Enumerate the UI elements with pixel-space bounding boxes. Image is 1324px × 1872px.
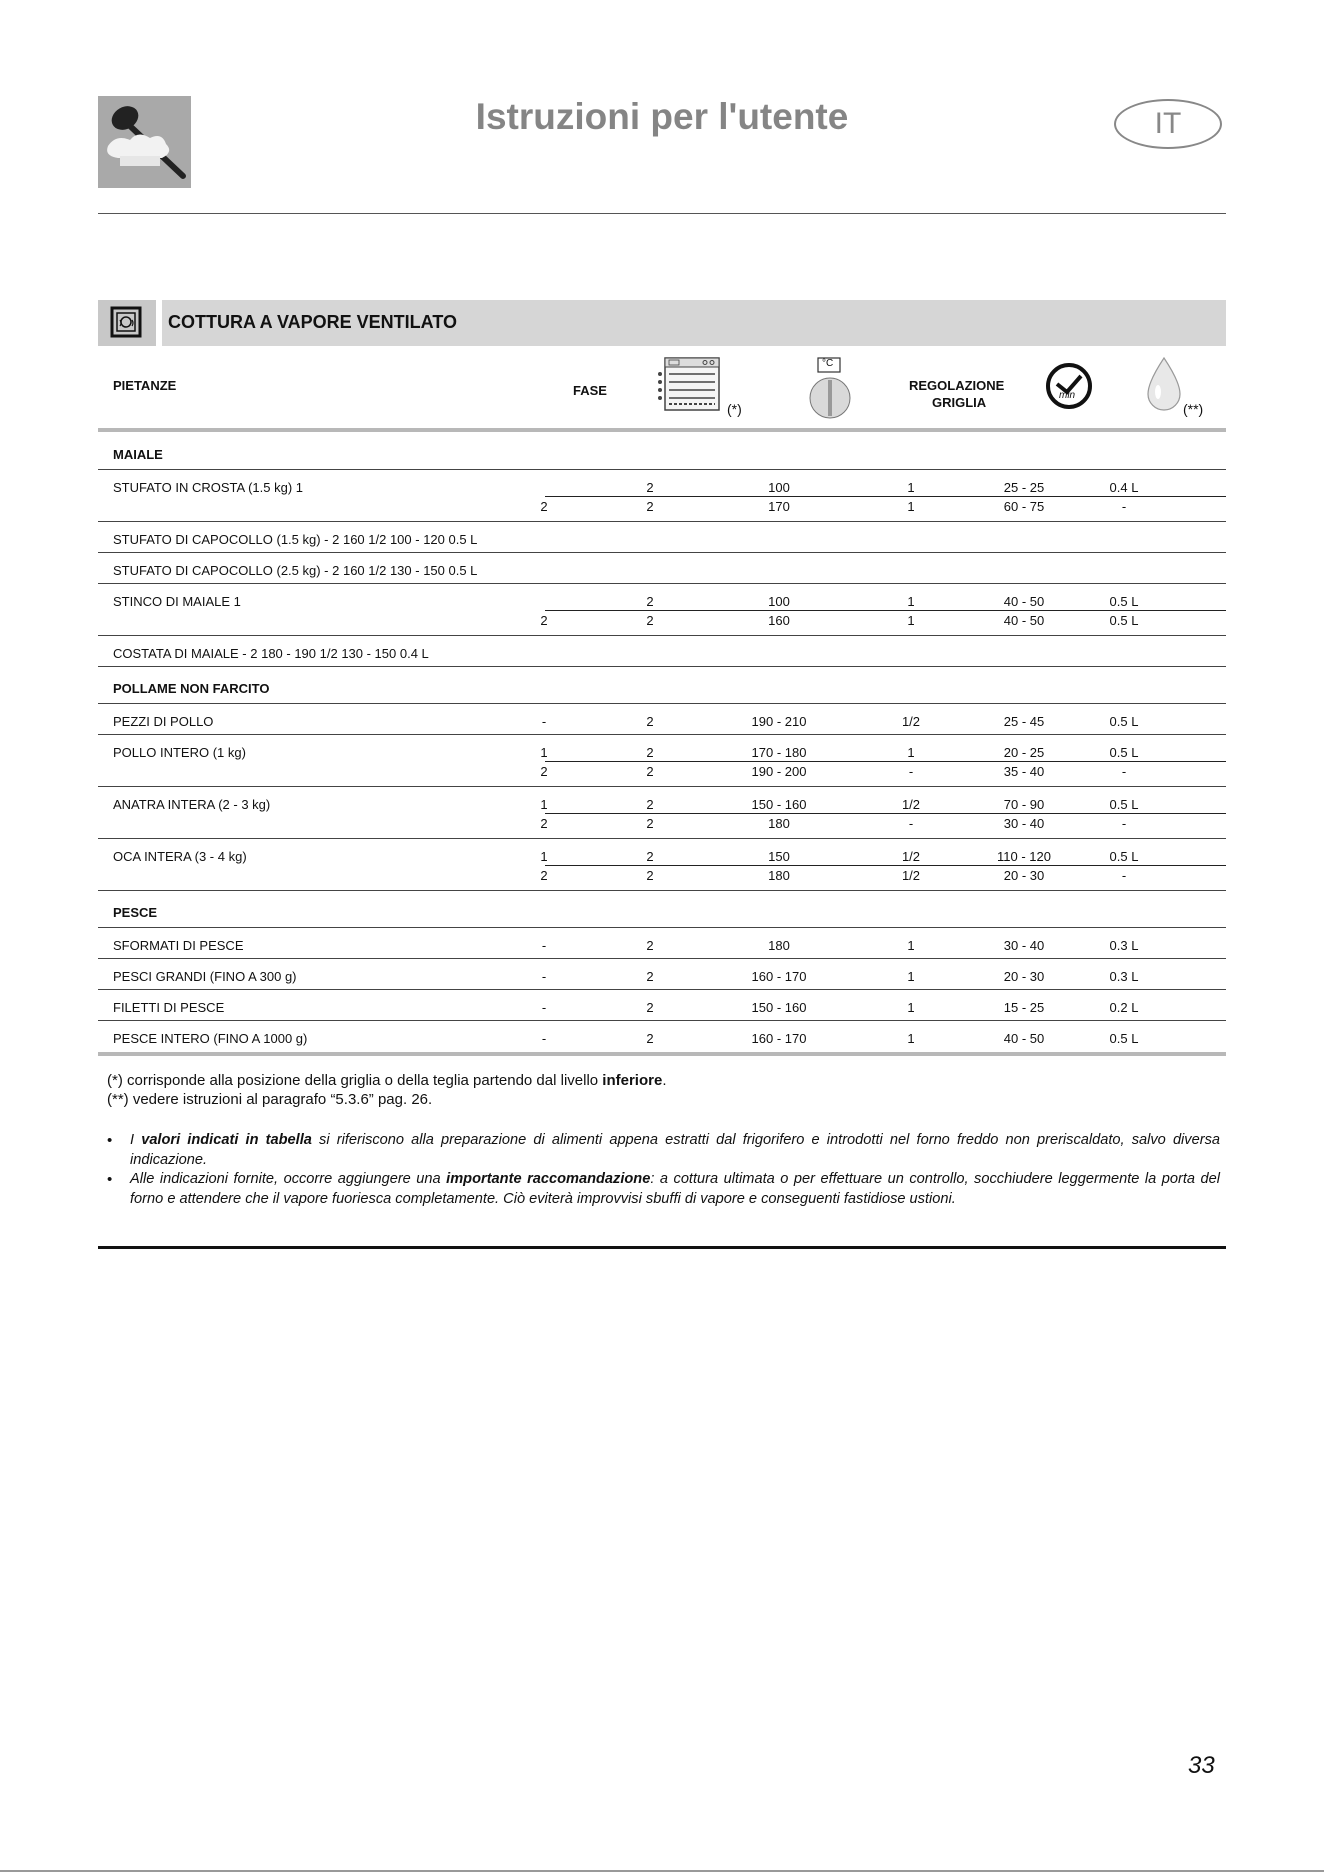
sub-row-divider [545,865,1226,866]
cell-shelf: 2 [646,594,654,609]
cell-water: 0.5 L [1109,849,1139,864]
cell-grill: 1/2 [901,849,921,864]
sub-row-divider [545,813,1226,814]
row-divider [98,786,1226,787]
cell-temp: 190 - 210 [751,714,807,729]
cell-shelf: 2 [646,764,654,779]
row-divider [98,635,1226,636]
cell-shelf: 2 [646,745,654,760]
water-note-marker: (**) [1183,401,1204,417]
cell-water: 0.5 L [1109,714,1139,729]
cell-time: 60 - 75 [1003,499,1045,514]
category-heading: MAIALE [113,447,163,462]
cell-phase: 2 [540,499,548,514]
row-divider [98,1020,1226,1021]
sub-row-divider [545,496,1226,497]
water-drop-icon [1144,356,1184,417]
cell-grill: 1/2 [901,868,921,883]
cell-shelf: 2 [646,969,654,984]
column-header-grill-line1: REGOLAZIONE [909,378,1005,393]
cell-shelf: 2 [646,499,654,514]
dish-name: PESCE INTERO (FINO A 1000 g) [113,1031,308,1046]
cell-water: 0.5 L [1109,1031,1139,1046]
footnote-shelf: (*) corrisponde alla posizione della griglia o della teglia partendo dal livello inferiore. [107,1072,667,1089]
cell-temp: 170 - 180 [751,745,807,760]
cell-water: - [1121,499,1127,514]
dish-name: STINCO DI MAIALE 1 [113,594,241,609]
column-header-dish: PIETANZE [113,378,177,393]
cell-water: 0.5 L [1109,613,1139,628]
dish-name: OCA INTERA (3 - 4 kg) [113,849,247,864]
sub-row-divider [545,610,1226,611]
cell-phase: 1 [540,797,548,812]
cell-shelf: 2 [646,480,654,495]
cell-phase: - [541,1031,547,1046]
cell-shelf: 2 [646,938,654,953]
cell-shelf: 2 [646,868,654,883]
cell-grill: 1 [907,969,915,984]
cell-time: 15 - 25 [1003,1000,1045,1015]
cell-grill: 1 [907,1000,915,1015]
dish-name: STUFATO DI CAPOCOLLO (1.5 kg) - 2 160 1/2 100 - 120 0.5 L [113,532,478,547]
cell-time: 30 - 40 [1003,938,1045,953]
cell-temp: 180 [768,816,790,831]
dish-name: PESCI GRANDI (FINO A 300 g) [113,969,297,984]
cell-grill: 1/2 [901,714,921,729]
cell-temp: 150 - 160 [751,797,807,812]
cell-time: 20 - 25 [1003,745,1045,760]
section-title: COTTURA A VAPORE VENTILATO [168,312,458,332]
cell-time: 25 - 45 [1003,714,1045,729]
cell-shelf: 2 [646,1031,654,1046]
cell-water: - [1121,816,1127,831]
cell-time: 20 - 30 [1003,969,1045,984]
sub-row-divider [545,761,1226,762]
row-divider [98,521,1226,522]
cell-water: 0.3 L [1109,938,1139,953]
header-divider [98,213,1226,214]
row-divider [98,958,1226,959]
cell-temp: 160 [768,613,790,628]
temperature-unit-label: °C [822,358,834,369]
cell-shelf: 2 [646,1000,654,1015]
cell-grill: - [908,816,914,831]
cell-grill: 1 [907,613,915,628]
cell-water: 0.5 L [1109,594,1139,609]
category-heading: PESCE [113,905,158,920]
bullet-note-recommendation: Alle indicazioni fornite, occorre aggiungere una importante raccomandazione: a cottura ultimata o per effettuare un controllo, socchiudere leggermente la porta del forno e attendere che il vapore fuoriesca completamente. Ciò eviterà improvvisi sbuffi di vapore e conseguenti fastidiose ustioni. [130,1171,1220,1207]
dish-name: POLLO INTERO (1 kg) [113,745,246,760]
cell-temp: 100 [768,480,790,495]
cell-water: 0.5 L [1109,745,1139,760]
cell-phase: - [541,938,547,953]
footer-divider [98,1246,1226,1249]
dish-name: STUFATO DI CAPOCOLLO (2.5 kg) - 2 160 1/2 130 - 150 0.5 L [113,563,478,578]
dish-name: ANATRA INTERA (2 - 3 kg) [113,797,271,812]
cell-shelf: 2 [646,613,654,628]
cell-temp: 160 - 170 [751,1031,807,1046]
row-divider [98,838,1226,839]
cell-phase: 1 [540,849,548,864]
cell-phase: - [541,714,547,729]
dish-name: PEZZI DI POLLO [113,714,214,729]
cell-grill: 1 [907,594,915,609]
cell-grill: 1 [907,480,915,495]
cell-grill: 1 [907,938,915,953]
cell-time: 30 - 40 [1003,816,1045,831]
row-divider [98,989,1226,990]
cell-phase: 2 [540,613,548,628]
cell-temp: 190 - 200 [751,764,807,779]
dish-name: COSTATA DI MAIALE - 2 180 - 190 1/2 130 - 150 0.4 L [113,646,429,661]
oven-shelf-icon [655,356,723,419]
cell-temp: 180 [768,868,790,883]
cell-temp: 170 [768,499,790,514]
cell-water: - [1121,764,1127,779]
cell-temp: 160 - 170 [751,969,807,984]
page-number: 33 [1188,1752,1215,1779]
cell-grill: 1 [907,745,915,760]
cell-shelf: 2 [646,797,654,812]
cell-time: 40 - 50 [1003,613,1045,628]
row-divider [98,666,1226,667]
bullet-note-table-values: I valori indicati in tabella si riferiscono alla preparazione di alimenti appena estratti dal frigorifero e introdotti nel forno freddo non preriscaldato, salvo diversa indicazione. [130,1132,1220,1168]
cell-temp: 180 [768,938,790,953]
cell-time: 110 - 120 [997,849,1051,864]
cell-water: - [1121,868,1127,883]
cell-grill: - [908,764,914,779]
cell-time: 35 - 40 [1003,764,1045,779]
cell-phase: 2 [540,868,548,883]
row-divider [98,703,1226,704]
cell-time: 40 - 50 [1003,594,1045,609]
bullet-marker: • [107,1132,113,1149]
cell-shelf: 2 [646,714,654,729]
cell-phase: 2 [540,764,548,779]
cell-water: 0.2 L [1109,1000,1139,1015]
cell-shelf: 2 [646,849,654,864]
row-divider [98,583,1226,584]
dish-name: FILETTI DI PESCE [113,1000,225,1015]
row-divider [98,734,1226,735]
row-divider [98,890,1226,891]
steam-fan-oven-icon [98,300,156,346]
cell-phase: - [541,1000,547,1015]
cell-time: 25 - 25 [1003,480,1045,495]
cell-water: 0.3 L [1109,969,1139,984]
row-divider [98,552,1226,553]
clock-timer-icon [1045,362,1093,415]
cell-phase: 1 [540,745,548,760]
cell-phase: - [541,969,547,984]
time-unit-label: min [1059,390,1076,401]
cell-phase: 2 [540,816,548,831]
dish-name: SFORMATI DI PESCE [113,938,244,953]
language-badge: IT [1114,99,1222,149]
category-heading: POLLAME NON FARCITO [113,681,270,696]
table-bottom-rule [98,1052,1226,1056]
temperature-knob-icon [808,356,852,427]
cell-grill: 1/2 [901,797,921,812]
cell-temp: 150 - 160 [751,1000,807,1015]
cell-water: 0.4 L [1109,480,1139,495]
dish-name: STUFATO IN CROSTA (1.5 kg) 1 [113,480,303,495]
cell-time: 70 - 90 [1003,797,1045,812]
cell-temp: 150 [768,849,790,864]
row-divider [98,927,1226,928]
cell-shelf: 2 [646,816,654,831]
column-header-phase: FASE [573,383,607,398]
bullet-marker: • [107,1171,113,1188]
page-title: Istruzioni per l'utente [475,96,849,137]
cell-grill: 1 [907,499,915,514]
cell-water: 0.5 L [1109,797,1139,812]
footnote-water: (**) vedere istruzioni al paragrafo “5.3.6” pag. 26. [107,1091,433,1108]
cell-time: 40 - 50 [1003,1031,1045,1046]
table-top-rule [98,428,1226,432]
cell-time: 20 - 30 [1003,868,1045,883]
row-divider [98,469,1226,470]
cell-grill: 1 [907,1031,915,1046]
column-header-grill-line2: GRIGLIA [932,395,987,410]
shelf-note-marker: (*) [727,401,742,417]
cell-temp: 100 [768,594,790,609]
